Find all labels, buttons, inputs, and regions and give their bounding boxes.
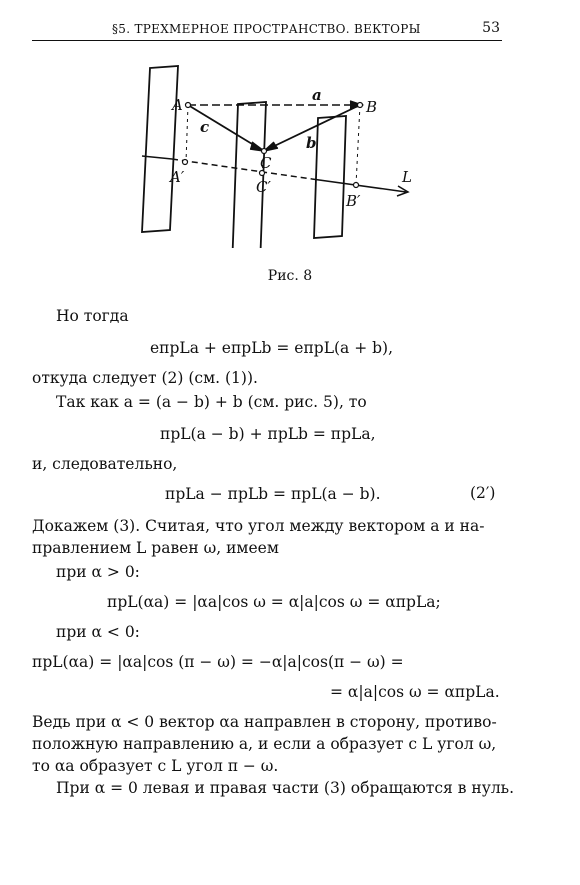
text-line-2: откуда следует (2) (см. (1)). [32, 369, 258, 387]
left-plane [142, 66, 178, 232]
page-number: 53 [482, 20, 500, 36]
text-line-1: Но тогда [56, 307, 129, 325]
label-A-prime: A′ [170, 168, 185, 186]
text-line-4: и, следовательно, [32, 455, 178, 473]
text-line-9: При α = 0 левая и правая части (3) обращаются в нуль. [56, 779, 515, 797]
text-line-8a: Ведь при α < 0 вектор αa направлен в сторону, противо- [32, 713, 497, 731]
figure-caption: Рис. 8 [267, 268, 313, 284]
text-line-5a: Докажем (3). Считая, что угол между вектором a и на- [32, 517, 485, 535]
equation-3: прLa − прLb = прL(a − b). [165, 485, 381, 503]
right-plane [314, 116, 346, 238]
text-line-8c: то αa образует с L угол π − ω. [32, 757, 279, 775]
equation-4: прL(αa) = |αa|cos ω = α|a|cos ω = αпрLa; [107, 593, 441, 611]
equation-5a: прL(αa) = |αa|cos (π − ω) = −α|a|cos(π − ω) = [32, 653, 404, 671]
section-title: §5. ТРЕХМЕРНОЕ ПРОСТРАНСТВО. ВЕКТОРЫ [112, 22, 421, 36]
equation-5b: = α|a|cos ω = αпрLa. [330, 683, 500, 701]
text-line-6: при α > 0: [56, 563, 140, 581]
label-L: L [402, 168, 412, 186]
running-header [32, 18, 502, 41]
label-B: B [366, 98, 378, 116]
label-C-prime: C′ [256, 178, 271, 196]
figure-8 [130, 58, 430, 248]
label-a: a [312, 86, 322, 104]
label-B-prime: B′ [346, 192, 361, 210]
text-line-8b: положную направлению a, и если a образует с L угол ω, [32, 735, 497, 753]
equation-1: eпрLa + eпрLb = eпрL(a + b), [150, 339, 394, 357]
label-b: b [306, 134, 317, 152]
label-c: c [200, 118, 210, 136]
equation-number: (2′) [470, 484, 496, 502]
text-line-5b: правлением L равен ω, имеем [32, 539, 279, 557]
text-line-7: при α < 0: [56, 623, 140, 641]
label-C: C [260, 154, 272, 172]
equation-2: прL(a − b) + прLb = прLa, [160, 425, 376, 443]
label-A: A [172, 96, 183, 114]
text-line-3: Так как a = (a − b) + b (см. рис. 5), то [56, 393, 367, 411]
